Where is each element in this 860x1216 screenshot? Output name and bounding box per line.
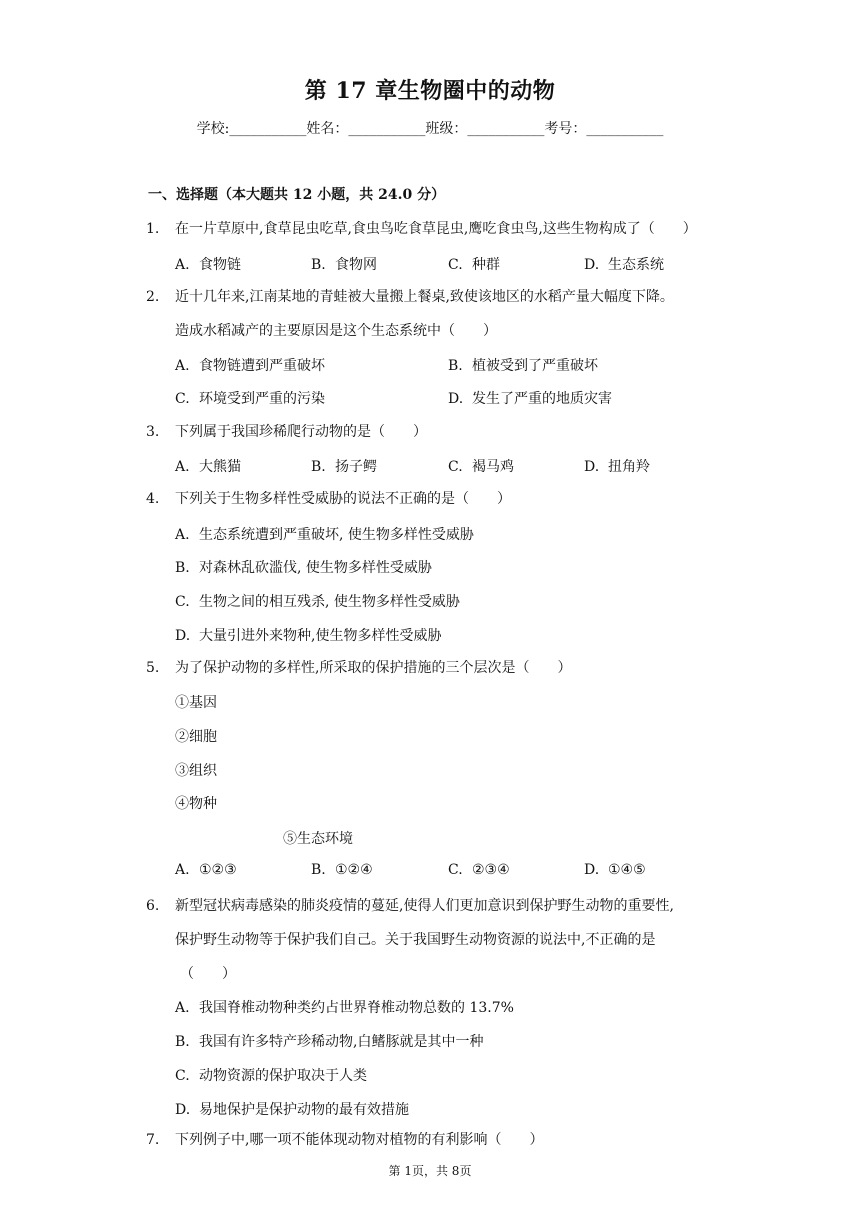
question-text-line1: 近十几年来,江南某地的青蛙被大量搬上餐桌,致使该地区的水稻产量大幅度下降。 [175, 289, 674, 305]
q2-option-d: D. 发生了严重的地质灾害 [448, 391, 612, 407]
q4-option-b: B. 对森林乱砍滥伐, 使生物多样性受威胁 [175, 560, 432, 576]
q6-option-b: B. 我国有许多特产珍稀动物,白鳍豚就是其中一种 [175, 1034, 484, 1050]
question-text: 下列关于生物多样性受威胁的说法不正确的是（ ） [175, 491, 511, 507]
q5-item-4: ④物种 [175, 796, 217, 812]
question-text: 下列属于我国珍稀爬行动物的是（ ） [175, 424, 427, 440]
page-title: 第 17 章生物圈中的动物 [304, 78, 556, 104]
question-6-line2: 保护野生动物等于保护我们自己。关于我国野生动物资源的说法中,不正确的是 [175, 932, 656, 948]
q5-option-b: B. ①②④ [311, 862, 373, 878]
q1-option-d: D. 生态系统 [584, 257, 664, 273]
section-heading: 一、选择题（本大题共 12 小题，共 24.0 分） [148, 187, 446, 203]
q1-option-a: A. 食物链 [175, 257, 241, 273]
q5-item-1: ①基因 [175, 695, 217, 711]
q4-option-c: C. 生物之间的相互残杀, 使生物多样性受威胁 [175, 594, 460, 610]
question-number: 5. [146, 660, 160, 676]
question-number: 4. [146, 491, 160, 507]
question-text: 下列例子中,哪一项不能体现动物对植物的有利影响（ ） [175, 1132, 544, 1148]
question-2-line2: 造成水稻减产的主要原因是这个生态系统中（ ） [175, 323, 497, 339]
student-info-line [0, 118, 860, 138]
question-text-line1: 新型冠状病毒感染的肺炎疫情的蔓延,使得人们更加意识到保护野生动物的重要性, [175, 898, 674, 914]
q5-option-a: A. ①②③ [175, 862, 237, 878]
question-text: 为了保护动物的多样性,所采取的保护措施的三个层次是（ ） [175, 660, 572, 676]
q4-option-a: A. 生态系统遭到严重破坏, 使生物多样性受威胁 [175, 527, 474, 543]
student-info-text: 学校:___________姓名：___________班级：___________考号：___________ [196, 121, 664, 137]
q2-option-b: B. 植被受到了严重破坏 [448, 358, 598, 374]
question-number: 1. [146, 221, 160, 237]
q3-option-c: C. 褐马鸡 [448, 459, 514, 475]
q3-option-d: D. 扭角羚 [584, 459, 650, 475]
q5-item-3: ③组织 [175, 763, 217, 779]
question-number: 3. [146, 424, 160, 440]
question-number: 2. [146, 289, 160, 305]
q2-option-c: C. 环境受到严重的污染 [175, 391, 325, 407]
q4-option-d: D. 大量引进外来物种,使生物多样性受威胁 [175, 628, 442, 644]
question-number: 7. [146, 1132, 160, 1148]
q6-option-a: A. 我国脊椎动物种类约占世界脊椎动物总数的 13.7% [175, 1000, 514, 1016]
question-text: 在一片草原中,食草昆虫吃草,食虫鸟吃食草昆虫,鹰吃食虫鸟,这些生物构成了（ ） [175, 221, 697, 237]
q5-option-d: D. ①④⑤ [584, 862, 646, 878]
q5-item-2: ②细胞 [175, 729, 217, 745]
q6-option-d: D. 易地保护是保护动物的最有效措施 [175, 1102, 409, 1118]
q5-item-5: ⑤生态环境 [283, 831, 353, 847]
q2-option-a: A. 食物链遭到严重破坏 [175, 358, 325, 374]
q5-option-c: C. ②③④ [448, 862, 510, 878]
q6-option-c: C. 动物资源的保护取决于人类 [175, 1068, 367, 1084]
q1-option-c: C. 种群 [448, 257, 500, 273]
q1-option-b: B. 食物网 [311, 257, 377, 273]
q3-option-a: A. 大熊猫 [175, 459, 241, 475]
page-footer: 第 1页，共 8页 [388, 1164, 472, 1178]
question-number: 6. [146, 898, 160, 914]
q3-option-b: B. 扬子鳄 [311, 459, 377, 475]
question-6-line3: （ ） [180, 966, 236, 982]
